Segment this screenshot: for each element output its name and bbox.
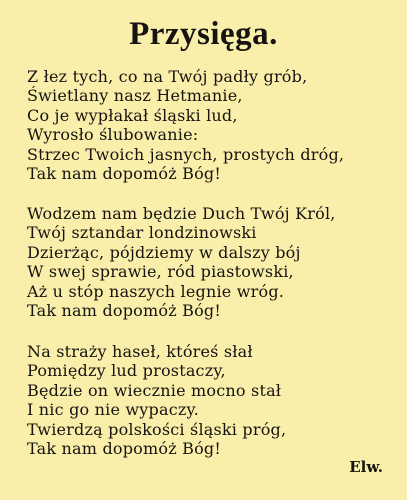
poem-line: Twierdzą polskości śląski próg, (27, 419, 287, 439)
poem-line: Tak nam dopomóż Bóg! (27, 164, 221, 184)
poem-line: Będzie on wiecznie mocno stał (27, 380, 282, 400)
poem-line: Wyrosło ślubowanie: (27, 125, 199, 145)
poem-line: I nic go nie wypaczy. (27, 400, 199, 420)
author-signature: Elw. (349, 458, 383, 476)
poem-line: W swej sprawie, ród piastowski, (27, 262, 294, 282)
poem-line: Tak nam dopomóż Bóg! (27, 439, 221, 459)
poem-line: Tak nam dopomóż Bóg! (27, 301, 221, 321)
poem-line: Wodzem nam będzie Duch Twój Król, (27, 204, 336, 223)
poem-title: Przysięga. (129, 16, 278, 52)
stanza-1 (27, 67, 399, 183)
stanza-3 (27, 342, 399, 458)
poem-line: Dzierżąc, pójdziemy w dalszy bój (27, 242, 301, 262)
poem-line: Twój sztandar londzinowski (27, 223, 257, 243)
poem-line: Świetlany nasz Hetmanie, (27, 86, 243, 106)
poem-line: Na straży haseł, któreś słał (27, 342, 253, 361)
poem-line: Z łez tych, co na Twój padły grób, (27, 67, 308, 86)
poem-line: Pomiędzy lud prostaczy, (27, 361, 226, 381)
poem-line: Aż u stóp naszych legnie wróg. (27, 281, 285, 301)
poem-line: Strzec Twoich jasnych, prostych dróg, (27, 144, 345, 164)
poem-line: Co je wypłakał śląski lud, (27, 105, 238, 125)
stanza-2 (27, 204, 399, 320)
